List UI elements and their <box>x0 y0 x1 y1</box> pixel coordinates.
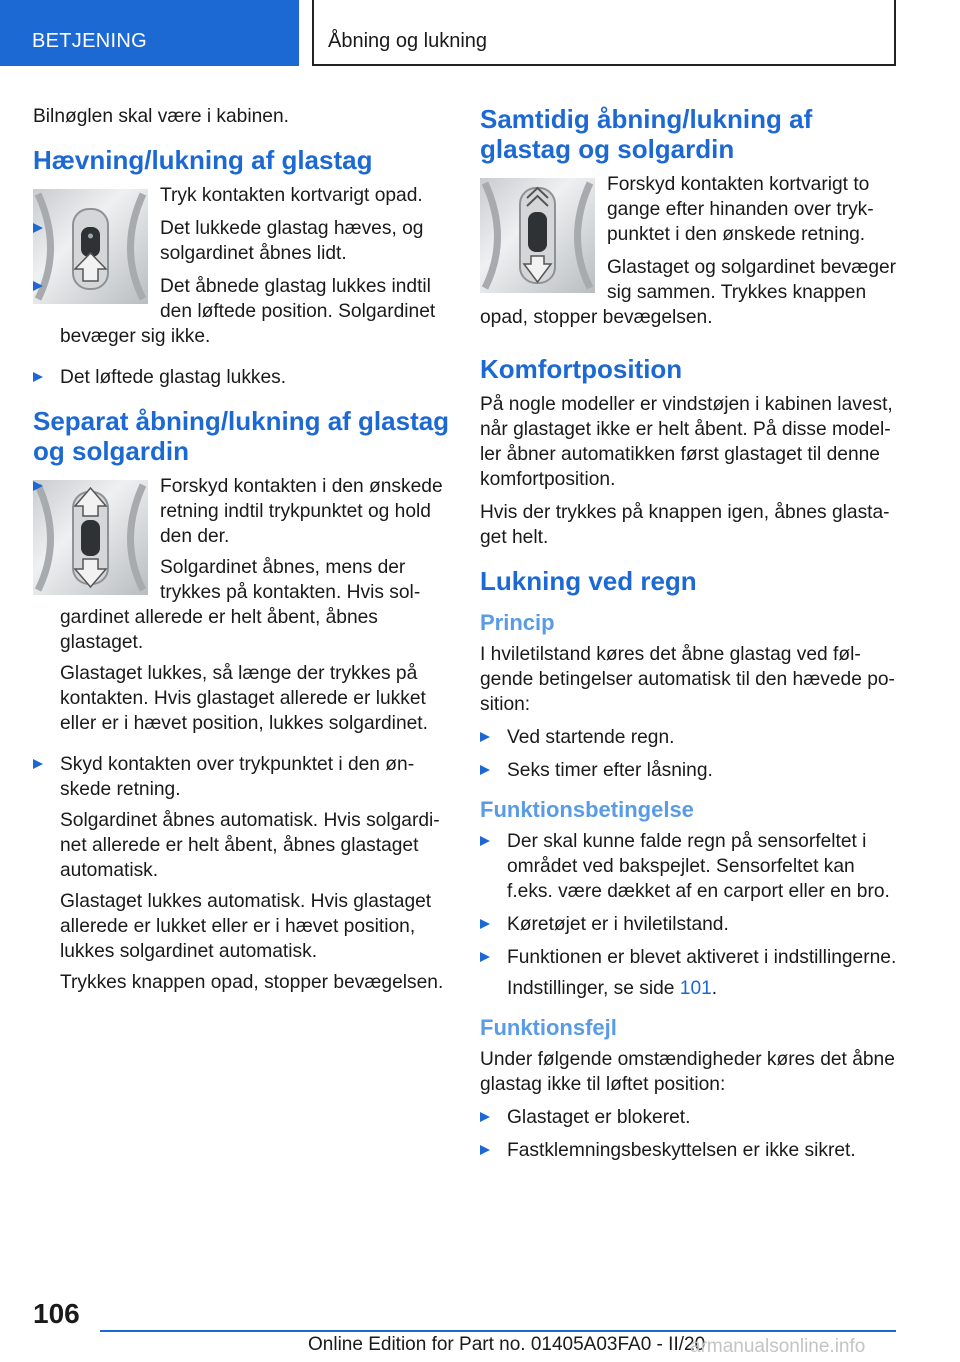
section-heading-raise-close: Hævning/lukning af glastag <box>33 145 373 175</box>
list-item: Det løftede glastag lukkes. <box>33 365 451 390</box>
subheading-funktionsbetingelse: Funktionsbetingelse <box>480 797 694 822</box>
raise-lead-text: Tryk kontakten kortvarigt opad. <box>160 185 423 206</box>
betingelse-bullets <box>480 829 898 1001</box>
separate-bullets-2 <box>33 752 451 995</box>
fejl-text: Under følgende omstændigheder køres det åbne glastag ikke til løftet position: <box>480 1049 895 1095</box>
section-heading-simultaneous: Samtidig åbning/lukning af glastag og solgardin <box>480 104 813 164</box>
subheading-funktionsfejl: Funktionsfejl <box>480 1015 617 1040</box>
intro-text: Bilnøglen skal være i kabinen. <box>33 106 289 127</box>
list-item: Det lukkede glastag hæves, og solgardinet åbnes lidt. <box>33 216 451 266</box>
page-link-101[interactable]: 101 <box>679 978 712 999</box>
fejl-bullets <box>480 1105 898 1163</box>
bullet-triangle-icon <box>33 223 43 233</box>
list-item: Seks timer efter låsning. <box>480 758 898 783</box>
right-column <box>480 104 898 1171</box>
bullet-triangle-icon <box>480 1145 490 1155</box>
separate-b2-p2: Glastaget lukkes automatisk. Hvis glastaget allerede er lukket eller er i hævet position, lukkes solgardinet automatisk. <box>60 891 432 962</box>
bullet-triangle-icon <box>480 919 490 929</box>
figure-block-separate <box>33 474 451 744</box>
bullet-triangle-icon <box>480 952 490 962</box>
princip-text: I hviletilstand køres det åbne glastag ved følgende betingelser automatisk til den hævede position: <box>480 644 895 715</box>
chapter-tab[interactable]: BETJENING <box>0 0 299 66</box>
separate-b1-p1: Solgardinet åbnes, mens der trykkes på kontakten. Hvis solgardinet allerede er helt åbent, åbnes glastaget. <box>60 557 421 653</box>
settings-reference: Indstillinger, se side 101. <box>507 978 718 999</box>
separate-b2-p3: Trykkes knappen opad, stopper bevægelsen. <box>60 972 444 993</box>
list-item: Køretøjet er i hviletilstand. <box>480 912 898 937</box>
bullet-triangle-icon <box>480 765 490 775</box>
raise-close-bullet <box>33 365 451 390</box>
bullet-triangle-icon <box>33 281 43 291</box>
comfort-p1: På nogle modeller er vindstøjen i kabinen lavest, når glastaget ikke er helt åbent. På disse modeller åbner automatikken først glastaget til denne komfortposition. <box>480 394 893 490</box>
separate-b1-p2: Glastaget lukkes, så længe der trykkes på kontakten. Hvis glastaget allerede er lukket eller er i hævet position, lukkes solgardinet. <box>60 663 428 734</box>
figure-block-simultaneous <box>480 172 898 338</box>
section-heading-separate: Separat åbning/lukning af glastag og solgardin <box>33 406 450 466</box>
list-item: Forskyd kontakten i den ønskede retning indtil trykpunktet og hold den der. Solgardinet åbnes, mens der trykkes på kontakten. Hvis solgardinet allerede er helt åbent, åbnes glastaget. Glastaget lukkes, så længe der trykkes på kontakten. Hvis glastaget allerede er lukket eller er i hævet position, lukkes solgardinet. <box>33 474 451 736</box>
bullet-triangle-icon <box>33 372 43 382</box>
section-heading-comfort: Komfortposition <box>480 354 683 384</box>
list-item: Funktionen er blevet aktiveret i indstillingerne. Indstillinger, se side 101. <box>480 945 898 1001</box>
list-item: Fastklemningsbeskyttelsen er ikke sikret. <box>480 1138 898 1163</box>
list-item: Ved startende regn. <box>480 725 898 750</box>
simultaneous-p1: Forskyd kontakten kortvarigt to gange efter hinanden over trykpunktet i den ønskede retning. <box>607 174 874 245</box>
list-item: Det åbnede glastag lukkes indtil den løftede position. Solgardinet bevæger sig ikke. <box>33 274 451 349</box>
roof-switch-double-illustration <box>480 178 595 293</box>
bullet-triangle-icon <box>33 481 43 491</box>
left-column <box>33 104 451 1003</box>
princip-bullets <box>480 725 898 783</box>
bullet-triangle-icon <box>480 836 490 846</box>
list-item: Skyd kontakten over trykpunktet i den ønskede retning. Solgardinet åbnes automatisk. Hvis solgardinet allerede er helt åbent, åbnes glastaget automatisk. Glastaget lukkes automatisk. Hvis glastaget allerede er lukket eller er i hævet position, lukkes solgardinet automatisk. Trykkes knappen opad, stopper bevægelsen. <box>33 752 451 995</box>
bullet-triangle-icon <box>480 732 490 742</box>
separate-bullets <box>33 474 451 736</box>
figure-block-raise <box>33 183 451 357</box>
separate-b2-p1: Solgardinet åbnes automatisk. Hvis solgardinet allerede er helt åbent, åbnes glastaget automatisk. <box>60 810 440 881</box>
bullet-triangle-icon <box>33 759 43 769</box>
page-number: 106 <box>33 1298 80 1329</box>
comfort-p2: Hvis der trykkes på knappen igen, åbnes glastaget helt. <box>480 502 890 548</box>
raise-bullets <box>33 216 451 349</box>
section-heading-rain: Lukning ved regn <box>480 566 697 596</box>
list-item: Der skal kunne falde regn på sensorfeltet i området ved bakspejlet. Sensorfeltet kan f.eks. være dækket af en carport eller en bro. <box>480 829 898 904</box>
footer-edition: Online Edition for Part no. 01405A03FA0 - II/20 <box>308 1334 706 1355</box>
page-header-title: Åbning og lukning <box>312 0 896 66</box>
list-item: Glastaget er blokeret. <box>480 1105 898 1130</box>
simultaneous-p2: Glastaget og solgardinet bevæger sig sammen. Trykkes knappen opad, stopper bevægelsen. <box>480 257 897 328</box>
footer-divider <box>100 1330 896 1332</box>
subheading-princip: Princip <box>480 610 555 635</box>
watermark: armanualsonline.info <box>690 1336 866 1357</box>
bullet-triangle-icon <box>480 1112 490 1122</box>
